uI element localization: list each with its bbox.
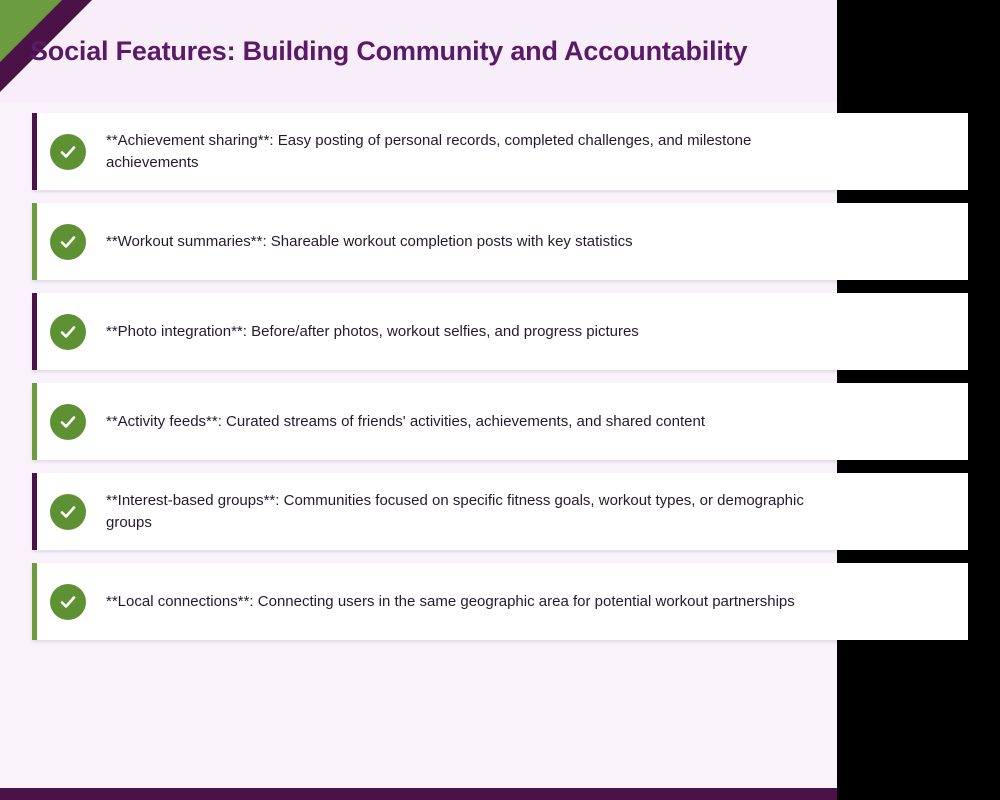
item-accent-bar (32, 203, 37, 280)
item-accent-bar (32, 383, 37, 460)
page-title: Social Features: Building Community and Accountability (30, 36, 748, 66)
list-item (32, 563, 968, 640)
list-item (32, 473, 968, 550)
item-accent-bar (32, 563, 37, 640)
item-accent-bar (32, 293, 37, 370)
check-icon (50, 134, 86, 170)
feature-list (32, 113, 968, 653)
list-item-text: **Workout summaries**: Shareable workout completion posts with key statistics (106, 232, 633, 250)
bottom-accent-bar (0, 788, 837, 800)
list-item (32, 113, 968, 190)
check-icon (50, 224, 86, 260)
item-accent-bar (32, 113, 37, 190)
check-icon (50, 494, 86, 530)
list-item-text: **Activity feeds**: Curated streams of friends' activities, achievements, and shared content (106, 412, 705, 430)
check-icon (50, 404, 86, 440)
list-item (32, 383, 968, 460)
list-item-text: **Photo integration**: Before/after photos, workout selfies, and progress pictures (106, 322, 639, 340)
list-item-text: **Achievement sharing**: Easy posting of personal records, completed challenges, and milestone achievements (106, 131, 752, 171)
list-item (32, 203, 968, 280)
list-item (32, 293, 968, 370)
check-icon (50, 314, 86, 350)
check-icon (50, 584, 86, 620)
list-item-text: **Interest-based groups**: Communities focused on specific fitness goals, workout types, or demographic groups (106, 491, 804, 531)
item-accent-bar (32, 473, 37, 550)
list-item-text: **Local connections**: Connecting users in the same geographic area for potential workout partnerships (106, 592, 795, 610)
